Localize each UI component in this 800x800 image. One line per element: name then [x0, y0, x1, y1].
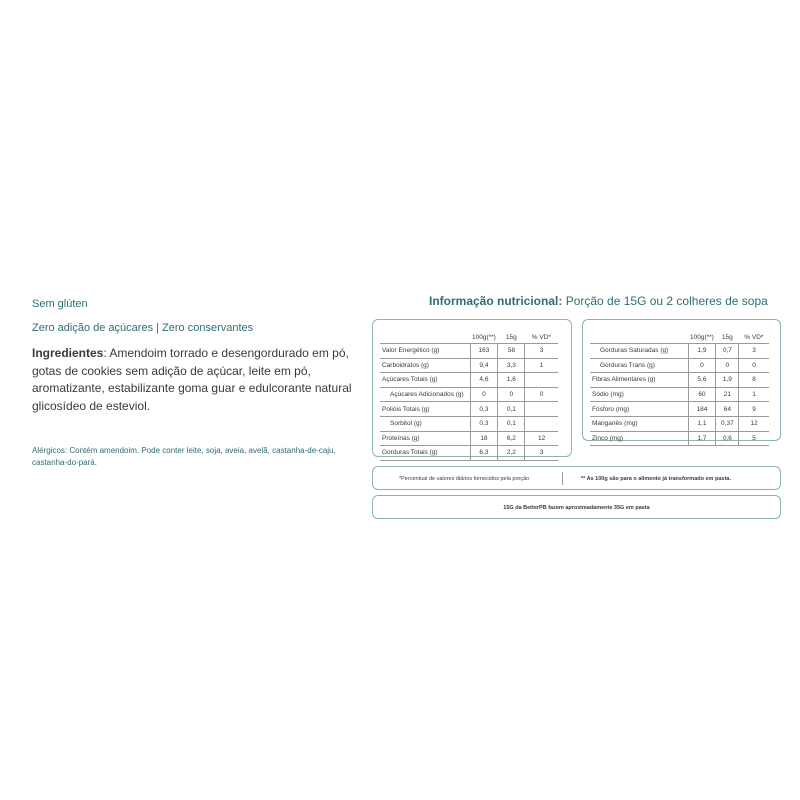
value-100g: 1,9	[688, 344, 716, 359]
value-15g: 0,6	[716, 431, 739, 446]
footnotes-box	[372, 466, 781, 490]
nutrition-table-1	[372, 319, 572, 457]
nutrient-name: Carboidratos (g)	[380, 358, 470, 373]
value-100g: 163	[470, 344, 498, 359]
table-row	[380, 344, 558, 359]
value-daily-percent: 3	[525, 344, 558, 359]
ingredients	[32, 345, 362, 415]
zero-additives-claim: Zero adição de açúcares | Zero conservantes	[32, 322, 254, 334]
value-100g: 0	[470, 387, 498, 402]
value-daily-percent	[525, 402, 558, 417]
nutrient-name: Polióis Totais (g)	[380, 402, 470, 417]
nutrition-table-2-grid	[590, 331, 769, 446]
header-vd: % VD*	[531, 333, 551, 341]
value-15g: 21	[716, 387, 739, 402]
table-row	[590, 416, 769, 431]
value-daily-percent: 3	[525, 446, 558, 461]
nutrient-name: Açúcares Totais (g)	[380, 373, 470, 388]
footnote-100g: ** As 100g são para o alimento já transformado em pasta.	[581, 476, 731, 482]
table-row	[590, 373, 769, 388]
table-row	[380, 387, 558, 402]
nutrient-name: Zinco (mg)	[590, 431, 688, 446]
value-daily-percent: 12	[739, 416, 769, 431]
nutrient-name: Fósforo (mg)	[590, 402, 688, 417]
value-15g: 2,2	[498, 446, 525, 461]
header-vd: % VD*	[744, 333, 764, 341]
nutrient-name: Valor Energético (g)	[380, 344, 470, 359]
value-daily-percent: 3	[739, 344, 769, 359]
nutrient-name: Gorduras Totais (g)	[380, 446, 470, 461]
table-row	[380, 358, 558, 373]
nutrient-name: Manganês (mg)	[590, 416, 688, 431]
value-daily-percent: 0	[525, 387, 558, 402]
product-info	[32, 297, 362, 469]
nutrition-table-2	[582, 319, 781, 441]
value-15g: 0,1	[498, 402, 525, 417]
table-row	[590, 358, 769, 373]
value-100g: 0,3	[470, 402, 498, 417]
header-nutrient	[590, 331, 688, 344]
nutrition-title	[429, 294, 768, 308]
table-row	[380, 402, 558, 417]
equivalence-box	[372, 495, 781, 519]
nutrient-name: Fibras Alimentares (g)	[590, 373, 688, 388]
value-100g: 18	[470, 431, 498, 446]
nutrient-name: Sorbitol (g)	[380, 416, 470, 431]
header-15g: 15g	[505, 333, 517, 341]
value-100g: 5,6	[688, 373, 716, 388]
nutrient-name: Sódio (mg)	[590, 387, 688, 402]
value-daily-percent	[525, 373, 558, 388]
value-15g: 1,9	[716, 373, 739, 388]
value-15g: 1,6	[498, 373, 525, 388]
value-daily-percent: 9	[739, 402, 769, 417]
table-row	[590, 402, 769, 417]
table-row	[590, 344, 769, 359]
value-15g: 0	[498, 387, 525, 402]
value-daily-percent	[525, 416, 558, 431]
table-row	[590, 387, 769, 402]
value-15g: 3,3	[498, 358, 525, 373]
value-daily-percent: 1	[525, 358, 558, 373]
header-nutrient	[380, 331, 470, 344]
value-15g: 0,37	[716, 416, 739, 431]
header-100g: 100g(**)	[690, 333, 714, 341]
value-daily-percent: 8	[739, 373, 769, 388]
table-row	[380, 416, 558, 431]
footnote-divider	[562, 472, 563, 485]
value-100g: 0	[688, 358, 716, 373]
value-15g: 58	[498, 344, 525, 359]
value-15g: 0,7	[716, 344, 739, 359]
value-100g: 184	[688, 402, 716, 417]
table-row	[590, 431, 769, 446]
nutrient-name: Gorduras Saturadas (g)	[590, 344, 688, 359]
table-row	[380, 431, 558, 446]
table-row	[380, 373, 558, 388]
gluten-free-claim: Sem glúten	[32, 298, 88, 310]
value-daily-percent: 0	[739, 358, 769, 373]
header-15g: 15g	[721, 333, 733, 341]
value-15g: 6,2	[498, 431, 525, 446]
nutrition-title-serving: Porção de 15G ou 2 colheres de sopa	[562, 294, 768, 308]
nutrient-name: Proteínas (g)	[380, 431, 470, 446]
value-15g: 0	[716, 358, 739, 373]
value-15g: 64	[716, 402, 739, 417]
nutrient-name: Açúcares Adicionados (g)	[380, 387, 470, 402]
table-row	[380, 446, 558, 461]
equivalence-note: 15G da BetterPB fazem aproximadamente 35G em pasta	[503, 505, 650, 511]
value-100g: 9,4	[470, 358, 498, 373]
nutrient-name: Gorduras Trans (g)	[590, 358, 688, 373]
value-daily-percent: 1	[739, 387, 769, 402]
value-daily-percent: 5	[739, 431, 769, 446]
value-100g: 4,6	[470, 373, 498, 388]
value-daily-percent: 12	[525, 431, 558, 446]
allergens-note: Alérgicos: Contém amendoim. Pode conter leite, soja, aveia, avelã, castanha-de-caju, castanha-do-pará.	[32, 446, 336, 467]
footnote-daily-values: *Percentual de valores diários fornecidos pela porção	[399, 476, 530, 482]
ingredients-label: Ingredientes	[32, 346, 104, 360]
ingredients-text: : Amendoim torrado e desengordurado em pó, gotas de cookies sem adição de açúcar, leite em pó, aromatizante, estabilizante goma guar e edulcorante natural glicosídeo de esteviol.	[32, 346, 352, 413]
value-100g: 1,7	[688, 431, 716, 446]
header-100g: 100g(**)	[472, 333, 496, 341]
nutrition-table-1-grid	[380, 331, 558, 461]
value-100g: 0,3	[470, 416, 498, 431]
nutrition-title-bold: Informação nutricional:	[429, 294, 563, 308]
value-100g: 6,3	[470, 446, 498, 461]
value-100g: 60	[688, 387, 716, 402]
value-15g: 0,1	[498, 416, 525, 431]
value-100g: 1,1	[688, 416, 716, 431]
